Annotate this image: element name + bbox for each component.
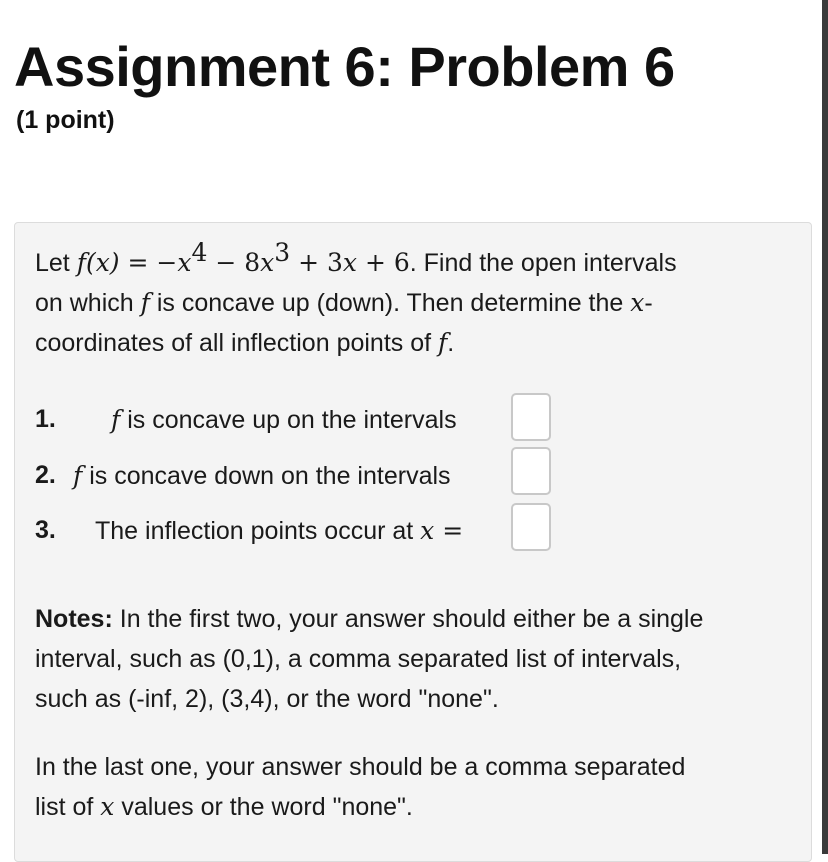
problem-statement (35, 238, 677, 363)
last-note-line-1: In the last one, your answer should be a comma separated (35, 753, 686, 781)
notes-line-2: interval, such as (0,1), a comma separated list of intervals, (35, 645, 682, 673)
last-note-line-2: list of x values or the word "none". (35, 792, 413, 821)
problem-box (14, 222, 812, 862)
answer-input-concave-down[interactable] (511, 447, 551, 495)
page-title: Assignment 6: Problem 6 (14, 35, 675, 98)
answer-input-inflection-points[interactable] (511, 503, 551, 551)
statement-line-2: on which f is concave up (down). Then determine the x- (35, 288, 653, 317)
question-3-text: The inflection points occur at x = (95, 516, 464, 545)
points-label: (1 point) (16, 106, 115, 134)
notes-line-3: such as (-inf, 2), (3,4), or the word "none". (35, 685, 499, 713)
answer-input-concave-up[interactable] (511, 393, 551, 441)
question-2-text: f is concave down on the intervals (73, 461, 451, 490)
last-note-paragraph (35, 747, 685, 827)
notes-line-1: Notes: In the first two, your answer should either be a single (35, 605, 704, 633)
statement-line-3: coordinates of all inflection points of f. (35, 328, 455, 357)
statement-line-1: Let $f(x) = -x^4 - 8x^3 + 3x + 6$. Find the open intervals (35, 238, 677, 277)
question-1-text: f is concave up on the intervals (111, 405, 457, 434)
question-3-number: 3. (35, 516, 56, 544)
question-2-number: 2. (35, 461, 56, 489)
notes-paragraph (35, 599, 703, 719)
window-edge (822, 0, 828, 854)
question-1-number: 1. (35, 405, 56, 433)
